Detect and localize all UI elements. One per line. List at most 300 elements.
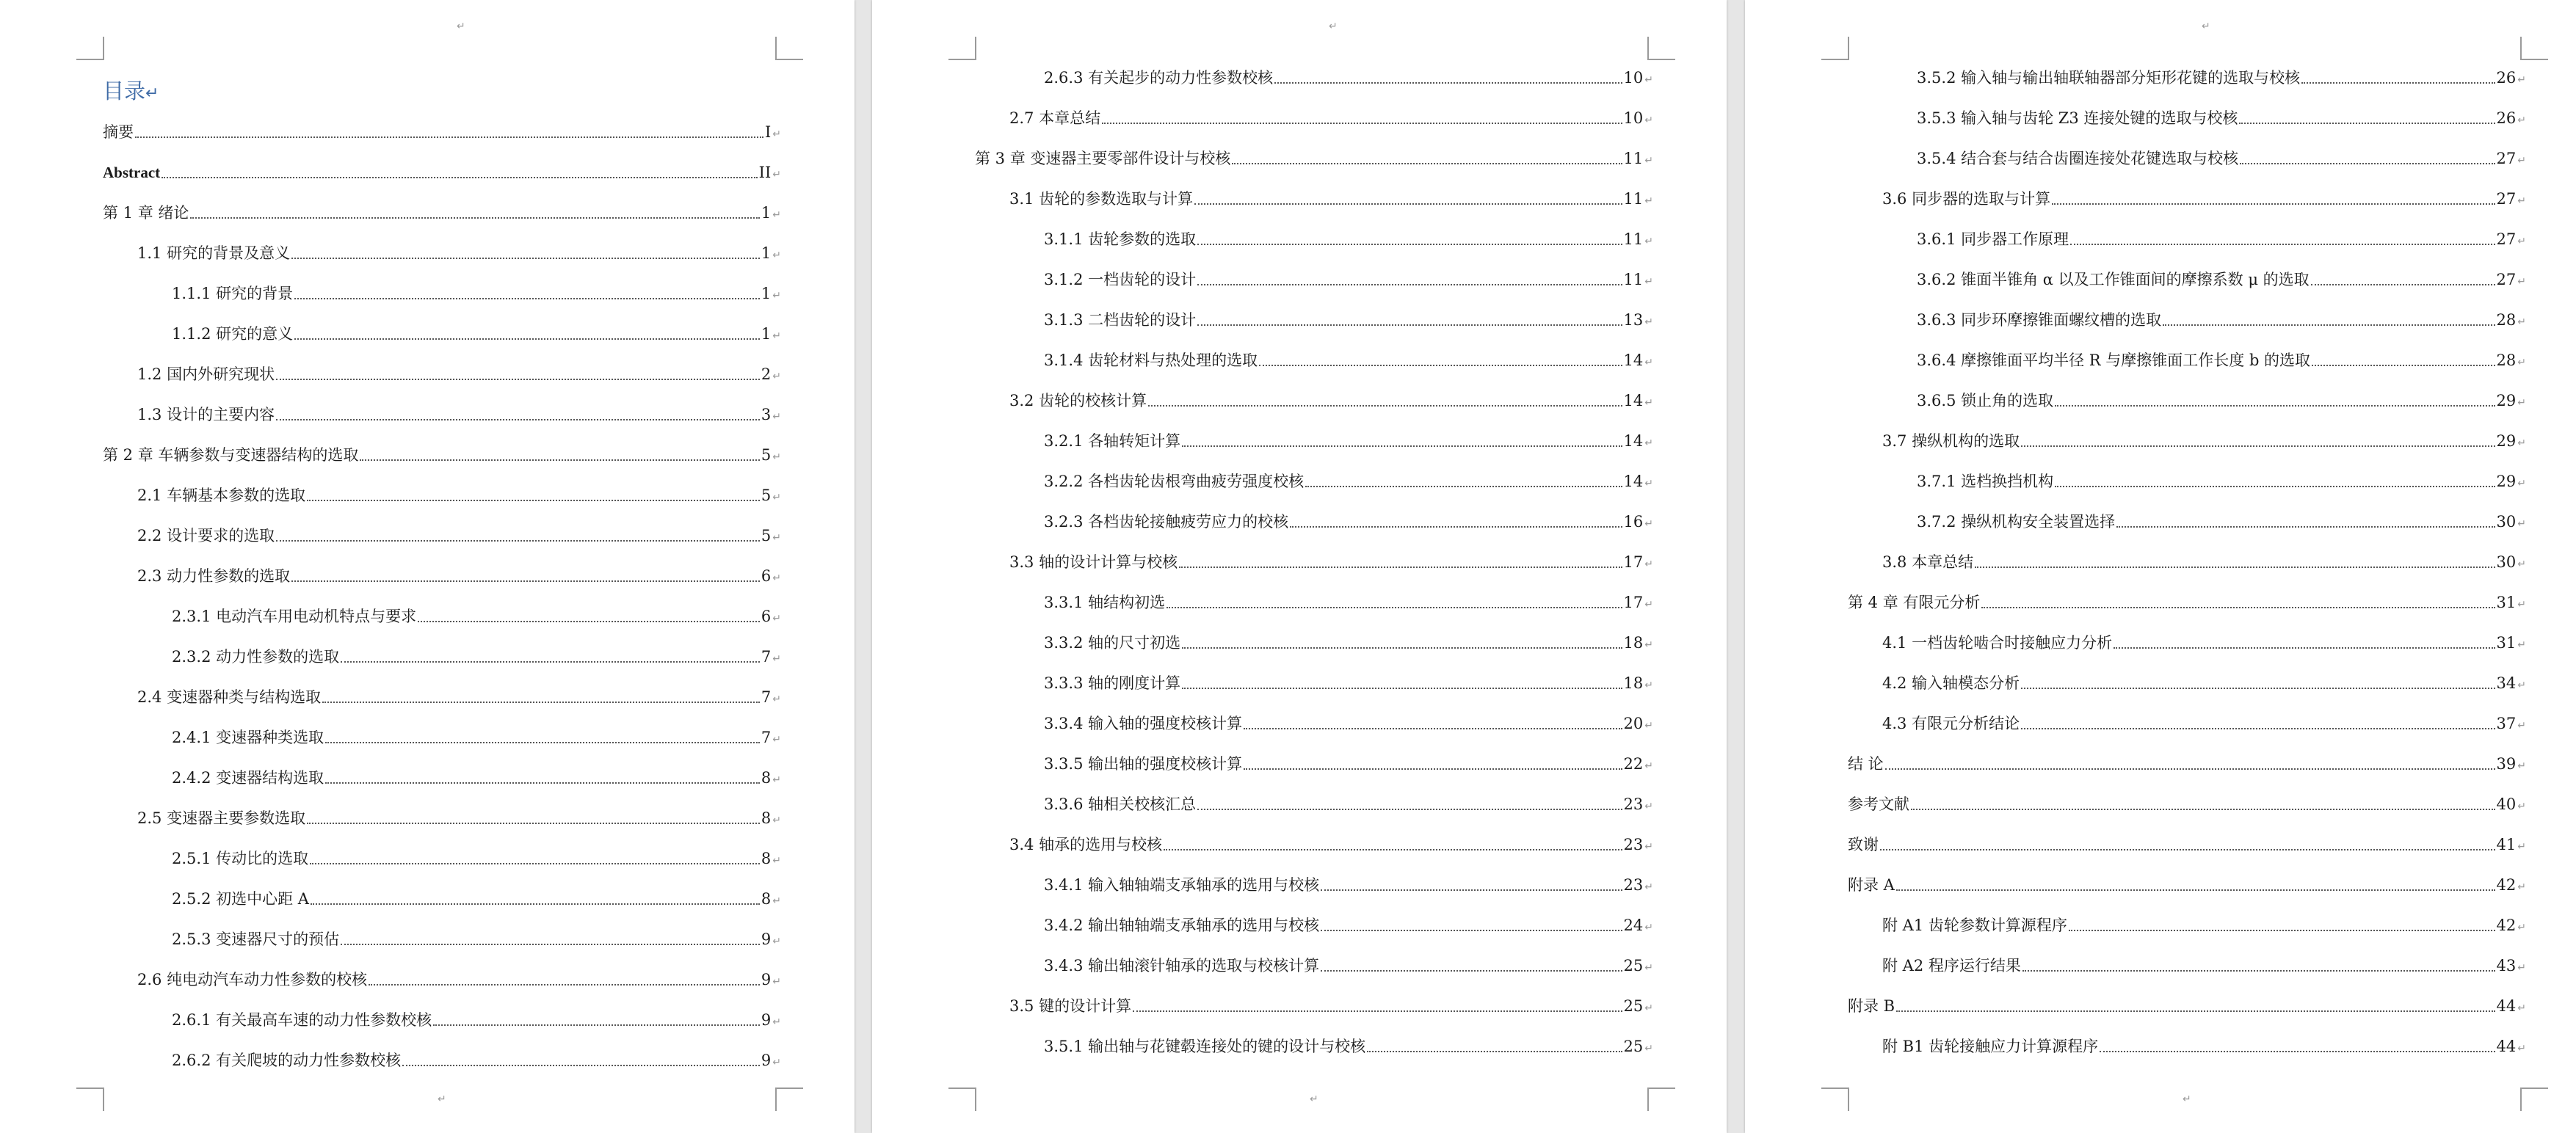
toc-entry-page-number: 22 xyxy=(1623,755,1644,773)
toc-entry-page-number: 25 xyxy=(1623,957,1644,974)
toc-entry[interactable] xyxy=(137,243,781,263)
dot-leader xyxy=(1182,646,1622,649)
toc-entry-page-number: 1 xyxy=(761,285,772,302)
dot-leader xyxy=(1148,404,1622,407)
paragraph-mark: ↵ xyxy=(772,653,781,665)
dot-leader xyxy=(2021,686,2495,689)
toc-entry-label: 3.5.3 输入轴与齿轮 Z3 连接处键的选取与校核 xyxy=(1917,109,2238,127)
toc-entry[interactable] xyxy=(103,445,781,465)
toc-entry-page-number: 7 xyxy=(761,688,772,706)
toc-entry-page-number: 11 xyxy=(1623,271,1644,288)
toc-entry[interactable] xyxy=(1882,633,2526,653)
toc-entry-label: 附 A2 程序运行结果 xyxy=(1882,957,2021,974)
dot-leader xyxy=(1321,969,1622,972)
document-page-2 xyxy=(872,0,1727,1133)
dot-leader xyxy=(1164,848,1622,850)
dot-leader xyxy=(1975,565,2495,568)
paragraph-mark: ↵ xyxy=(1644,316,1653,328)
header-paragraph-mark: ↵ xyxy=(1329,21,1338,32)
paragraph-mark: ↵ xyxy=(772,1057,781,1068)
toc-entry[interactable] xyxy=(172,727,781,748)
toc-entry[interactable] xyxy=(1848,592,2526,613)
toc-entry[interactable] xyxy=(1848,754,2526,774)
paragraph-mark: ↵ xyxy=(772,451,781,463)
toc-entry[interactable] xyxy=(1009,108,1653,128)
toc-entry[interactable] xyxy=(103,162,781,183)
toc-entry-label: 2.1 车辆基本参数的选取 xyxy=(137,487,306,504)
toc-entry-label: 3.3.2 轴的尺寸初选 xyxy=(1044,634,1181,652)
dot-leader xyxy=(2021,444,2495,447)
toc-entry-page-number: 13 xyxy=(1623,311,1644,329)
toc-entry-label: 2.7 本章总结 xyxy=(1009,109,1101,127)
paragraph-mark: ↵ xyxy=(1644,841,1653,853)
paragraph-mark: ↵ xyxy=(772,613,781,624)
document-page-1 xyxy=(0,0,855,1133)
toc-entry-page-number: 18 xyxy=(1623,634,1644,652)
toc-entry-page-number: 26 xyxy=(2496,69,2517,87)
toc-entry-page-number: 30 xyxy=(2496,513,2517,531)
toc-entry-label: 3.6.2 锥面半锥角 α 以及工作锥面间的摩擦系数 μ 的选取 xyxy=(1917,271,2310,288)
toc-entry-label: 2.2 设计要求的选取 xyxy=(137,527,275,544)
dot-leader xyxy=(2301,81,2495,84)
toc-entry-label: 1.1.1 研究的背景 xyxy=(172,285,294,302)
toc-entry-page-number: 5 xyxy=(761,527,772,544)
paragraph-mark: ↵ xyxy=(772,774,781,786)
dot-leader xyxy=(1244,767,1622,770)
paragraph-mark: ↵ xyxy=(1644,962,1653,974)
toc-entry[interactable] xyxy=(1917,390,2526,411)
paragraph-mark: ↵ xyxy=(2517,760,2526,772)
paragraph-mark: ↵ xyxy=(772,128,781,140)
paragraph-mark: ↵ xyxy=(1644,155,1653,167)
dot-leader xyxy=(294,337,760,340)
toc-entry-label: 3.1.2 一档齿轮的设计 xyxy=(1044,271,1197,288)
dot-leader xyxy=(1179,565,1622,568)
toc-entry-page-number: 6 xyxy=(761,608,772,625)
toc-entry-page-number: 25 xyxy=(1623,997,1644,1015)
toc-entry-page-number: 40 xyxy=(2496,795,2517,813)
toc-entry-label: 1.1.2 研究的意义 xyxy=(172,325,294,343)
toc-entry-page-number: 10 xyxy=(1623,69,1644,87)
toc-entry[interactable] xyxy=(1917,229,2526,249)
toc-entry[interactable] xyxy=(1044,310,1653,330)
dot-leader xyxy=(369,983,760,986)
paragraph-mark: ↵ xyxy=(2517,639,2526,651)
toc-list xyxy=(0,0,855,1133)
toc-entry-page-number: 11 xyxy=(1623,230,1644,248)
dot-leader xyxy=(190,216,760,219)
toc-entry-page-number: 43 xyxy=(2496,957,2517,974)
paragraph-mark: ↵ xyxy=(1644,518,1653,530)
toc-entry-page-number: 8 xyxy=(761,809,772,827)
toc-entry[interactable] xyxy=(1044,794,1653,815)
toc-entry[interactable] xyxy=(1882,955,2526,976)
dot-leader xyxy=(1274,81,1622,84)
paragraph-mark: ↵ xyxy=(772,1016,781,1028)
dot-leader xyxy=(360,458,760,461)
toc-entry[interactable] xyxy=(1044,471,1653,492)
dot-leader xyxy=(2240,161,2495,164)
toc-entry[interactable] xyxy=(1882,552,2526,572)
toc-entry-label: 3.6.4 摩擦锥面平均半径 R 与摩擦锥面工作长度 b 的选取 xyxy=(1917,351,2311,369)
toc-entry[interactable] xyxy=(1917,269,2526,290)
paragraph-mark: ↵ xyxy=(2517,155,2526,167)
dot-leader xyxy=(1244,726,1622,729)
toc-entry-page-number: 27 xyxy=(2496,190,2517,208)
paragraph-mark: ↵ xyxy=(772,815,781,826)
paragraph-mark: ↵ xyxy=(2517,478,2526,489)
toc-entry[interactable] xyxy=(1044,350,1653,371)
toc-entry-label: 3.7.1 选档换挡机构 xyxy=(1917,473,2054,490)
dot-leader xyxy=(2021,726,2495,729)
toc-entry-page-number: 39 xyxy=(2496,755,2517,773)
toc-entry[interactable] xyxy=(1917,310,2526,330)
toc-entry-label: 2.6.2 有关爬坡的动力性参数校核 xyxy=(172,1052,402,1069)
toc-entry-label: 3.3.6 轴相关校核汇总 xyxy=(1044,795,1197,813)
paragraph-mark: ↵ xyxy=(2517,922,2526,933)
toc-entry-page-number: 37 xyxy=(2496,715,2517,732)
dot-leader xyxy=(2311,283,2495,285)
toc-entry-label: 致谢 xyxy=(1848,836,1879,853)
dot-leader xyxy=(311,902,760,905)
toc-entry-page-number: 23 xyxy=(1623,836,1644,853)
dot-leader xyxy=(325,740,760,743)
toc-entry-label: 3.7 操纵机构的选取 xyxy=(1882,432,2020,450)
paragraph-mark: ↵ xyxy=(772,290,781,302)
toc-entry[interactable] xyxy=(1882,1036,2526,1057)
paragraph-mark: ↵ xyxy=(1644,760,1653,772)
paragraph-mark: ↵ xyxy=(1644,236,1653,247)
paragraph-mark: ↵ xyxy=(1644,801,1653,812)
paragraph-mark: ↵ xyxy=(772,371,781,382)
toc-entry-label: 3.3.4 输入轴的强度校核计算 xyxy=(1044,715,1243,732)
toc-entry-label: 2.5.3 变速器尺寸的预估 xyxy=(172,930,340,948)
paragraph-mark: ↵ xyxy=(2517,962,2526,974)
toc-entry-page-number: 31 xyxy=(2496,634,2517,652)
toc-entry[interactable] xyxy=(137,808,781,828)
toc-entry[interactable] xyxy=(1917,108,2526,128)
toc-entry-label: 参考文献 xyxy=(1848,795,1909,813)
paragraph-mark: ↵ xyxy=(1644,397,1653,409)
toc-entry-label: 3.5 键的设计计算 xyxy=(1009,997,1132,1015)
toc-entry-page-number: 20 xyxy=(1623,715,1644,732)
paragraph-mark: ↵ xyxy=(2517,518,2526,530)
paragraph-mark: ↵ xyxy=(1644,680,1653,691)
toc-entry-page-number: 28 xyxy=(2496,311,2517,329)
toc-entry[interactable] xyxy=(137,404,781,425)
toc-entry-page-number: 11 xyxy=(1623,190,1644,208)
toc-entry-label: 第 1 章 绪论 xyxy=(103,204,189,222)
toc-entry[interactable] xyxy=(1882,673,2526,693)
dot-leader xyxy=(1885,767,2495,770)
toc-entry[interactable] xyxy=(103,122,781,142)
toc-entry[interactable] xyxy=(103,203,781,223)
toc-entry[interactable] xyxy=(172,283,781,304)
toc-entry[interactable] xyxy=(137,485,781,506)
toc-entry[interactable] xyxy=(1917,68,2526,88)
toc-entry[interactable] xyxy=(1917,148,2526,169)
toc-entry[interactable] xyxy=(1044,754,1653,774)
dot-leader xyxy=(2163,323,2495,326)
paragraph-mark: ↵ xyxy=(772,693,781,705)
toc-entry[interactable] xyxy=(137,364,781,385)
toc-entry-label: 第 3 章 变速器主要零部件设计与校核 xyxy=(975,150,1231,167)
dot-leader xyxy=(1133,1009,1622,1012)
paragraph-mark: ↵ xyxy=(2517,1002,2526,1014)
dot-leader xyxy=(402,1063,760,1066)
footer-paragraph-mark: ↵ xyxy=(438,1093,446,1105)
dot-leader xyxy=(310,861,760,864)
toc-entry-label: 3.3.3 轴的刚度计算 xyxy=(1044,674,1181,692)
dot-leader xyxy=(1197,323,1622,326)
paragraph-mark: ↵ xyxy=(1644,1002,1653,1014)
toc-entry-label: 第 2 章 车辆参数与变速器结构的选取 xyxy=(103,446,359,464)
toc-entry[interactable] xyxy=(172,606,781,627)
toc-entry[interactable] xyxy=(172,848,781,869)
toc-entry-label: 3.6.1 同步器工作原理 xyxy=(1917,230,2069,248)
toc-entry-page-number: 14 xyxy=(1623,351,1644,369)
toc-entry-label: 1.3 设计的主要内容 xyxy=(137,406,275,423)
toc-entry[interactable] xyxy=(1848,834,2526,855)
toc-entry-page-number: II xyxy=(758,164,772,181)
paragraph-mark: ↵ xyxy=(1644,437,1653,449)
toc-entry-label: 3.4 轴承的选用与校核 xyxy=(1009,836,1163,853)
paragraph-mark: ↵ xyxy=(1644,599,1653,611)
toc-entry-page-number: 9 xyxy=(761,1011,772,1029)
toc-entry[interactable] xyxy=(1009,390,1653,411)
toc-entry[interactable] xyxy=(137,525,781,546)
toc-entry-page-number: 8 xyxy=(761,769,772,787)
toc-entry-label: 3.1.3 二档齿轮的设计 xyxy=(1044,311,1197,329)
toc-entry[interactable] xyxy=(172,324,781,344)
toc-entry-page-number: 42 xyxy=(2496,876,2517,894)
toc-entry-page-number: 14 xyxy=(1623,392,1644,409)
paragraph-mark: ↵ xyxy=(772,169,781,181)
toc-entry-page-number: 7 xyxy=(761,648,772,666)
toc-entry-label: 3.2.3 各档齿轮接触疲劳应力的校核 xyxy=(1044,513,1289,531)
toc-entry[interactable] xyxy=(172,768,781,788)
dot-leader xyxy=(2055,484,2495,487)
toc-entry[interactable] xyxy=(137,969,781,990)
dot-leader xyxy=(162,175,758,178)
paragraph-mark: ↵ xyxy=(772,532,781,544)
dot-leader xyxy=(276,539,760,542)
toc-entry-label: 2.6.1 有关最高车速的动力性参数校核 xyxy=(172,1011,432,1029)
toc-entry-label: 3.3.1 轴结构初选 xyxy=(1044,594,1166,611)
toc-entry-label: 3.1.1 齿轮参数的选取 xyxy=(1044,230,1197,248)
paragraph-mark: ↵ xyxy=(772,855,781,867)
toc-entry-page-number: 1 xyxy=(761,325,772,343)
paragraph-mark: ↵ xyxy=(1644,558,1653,570)
toc-entry-page-number: 27 xyxy=(2496,230,2517,248)
toc-entry-label: 附 B1 齿轮接触应力计算源程序 xyxy=(1882,1038,2099,1055)
toc-entry-label: 3.3.5 输出轴的强度校核计算 xyxy=(1044,755,1243,773)
toc-entry-label: 1.2 国内外研究现状 xyxy=(137,365,275,383)
dot-leader xyxy=(294,296,760,299)
toc-entry[interactable] xyxy=(1009,552,1653,572)
toc-entry-page-number: 29 xyxy=(2496,473,2517,490)
toc-entry-label: 附录 A xyxy=(1848,876,1895,894)
toc-entry[interactable] xyxy=(1848,875,2526,895)
toc-entry[interactable] xyxy=(1044,673,1653,693)
paragraph-mark: ↵ xyxy=(1644,276,1653,288)
toc-entry-label: 3.1.4 齿轮材料与热处理的选取 xyxy=(1044,351,1258,369)
paragraph-mark: ↵ xyxy=(772,330,781,342)
toc-entry-label: 2.4.2 变速器结构选取 xyxy=(172,769,324,787)
toc-entry-label: 3.5.1 输出轴与花键毂连接处的键的设计与校核 xyxy=(1044,1038,1366,1055)
toc-entry[interactable] xyxy=(1044,431,1653,451)
dot-leader xyxy=(1197,242,1622,245)
toc-entry[interactable] xyxy=(1044,229,1653,249)
toc-entry[interactable] xyxy=(1044,1036,1653,1057)
paragraph-mark: ↵ xyxy=(772,895,781,907)
paragraph-mark: ↵ xyxy=(1644,114,1653,126)
toc-entry[interactable] xyxy=(137,687,781,707)
toc-entry[interactable] xyxy=(172,646,781,667)
paragraph-mark: ↵ xyxy=(772,734,781,746)
toc-entry-label: 3.5.2 输入轴与输出轴联轴器部分矩形花键的选取与校核 xyxy=(1917,69,2301,87)
toc-entry-page-number: 44 xyxy=(2496,997,2517,1015)
toc-entry[interactable] xyxy=(172,1050,781,1071)
toc-entry[interactable] xyxy=(172,1010,781,1030)
paragraph-mark: ↵ xyxy=(2517,841,2526,853)
dot-leader xyxy=(325,781,760,784)
toc-entry[interactable] xyxy=(1044,592,1653,613)
dot-leader xyxy=(2100,1049,2495,1052)
toc-entry-page-number: 9 xyxy=(761,1052,772,1069)
toc-entry-label: 3.6.3 同步环摩擦锥面螺纹槽的选取 xyxy=(1917,311,2162,329)
header-paragraph-mark: ↵ xyxy=(457,21,465,32)
dot-leader xyxy=(307,821,760,824)
toc-entry-page-number: 9 xyxy=(761,971,772,988)
dot-leader xyxy=(1197,807,1622,810)
toc-entry-label: 2.3 动力性参数的选取 xyxy=(137,567,291,585)
toc-entry-page-number: 24 xyxy=(1623,917,1644,934)
paragraph-mark: ↵ xyxy=(2517,357,2526,368)
dot-leader xyxy=(291,256,760,259)
toc-entry[interactable] xyxy=(137,566,781,586)
toc-list xyxy=(1745,0,2576,1133)
dot-leader xyxy=(1259,363,1622,366)
paragraph-mark: ↵ xyxy=(772,936,781,947)
dot-leader xyxy=(276,377,760,380)
toc-entry-label: 2.4.1 变速器种类选取 xyxy=(172,729,324,746)
paragraph-mark: ↵ xyxy=(2517,720,2526,732)
paragraph-mark: ↵ xyxy=(2517,1043,2526,1054)
toc-entry[interactable] xyxy=(1009,189,1653,209)
dot-leader xyxy=(1102,121,1622,124)
toc-entry[interactable] xyxy=(1044,269,1653,290)
paragraph-mark: ↵ xyxy=(772,209,781,221)
toc-entry[interactable] xyxy=(1917,511,2526,532)
toc-entry-label: 2.5.2 初选中心距 A xyxy=(172,890,309,908)
dot-leader xyxy=(1194,202,1622,205)
toc-entry[interactable] xyxy=(1044,955,1653,976)
toc-entry[interactable] xyxy=(1009,834,1653,855)
dot-leader xyxy=(2052,202,2495,205)
toc-entry-page-number: 1 xyxy=(761,244,772,262)
toc-entry[interactable] xyxy=(1882,915,2526,936)
dot-leader xyxy=(2312,363,2495,366)
toc-entry[interactable] xyxy=(1848,794,2526,815)
document-page-3 xyxy=(1745,0,2576,1133)
paragraph-mark: ↵ xyxy=(772,572,781,584)
toc-entry-label: Abstract xyxy=(103,164,161,181)
dot-leader xyxy=(1981,605,2495,608)
toc-entry-page-number: 11 xyxy=(1623,150,1644,167)
dot-leader xyxy=(1232,161,1622,164)
toc-entry[interactable] xyxy=(1917,350,2526,371)
toc-entry-page-number: 17 xyxy=(1623,594,1644,611)
toc-entry-page-number: 8 xyxy=(761,850,772,867)
paragraph-mark: ↵ xyxy=(2517,195,2526,207)
toc-entry[interactable] xyxy=(1882,431,2526,451)
toc-entry-label: 2.6.3 有关起步的动力性参数校核 xyxy=(1044,69,1274,87)
paragraph-mark: ↵ xyxy=(2517,114,2526,126)
dot-leader xyxy=(1896,1009,2495,1012)
toc-heading-text: 目录 xyxy=(103,79,146,103)
toc-entry[interactable] xyxy=(1044,511,1653,532)
paragraph-mark: ↵ xyxy=(772,492,781,503)
toc-entry[interactable] xyxy=(1044,713,1653,734)
toc-entry-page-number: 44 xyxy=(2496,1038,2517,1055)
toc-entry-label: 3.4.2 输出轴轴端支承轴承的选用与校核 xyxy=(1044,917,1320,934)
toc-entry-page-number: 34 xyxy=(2496,674,2517,692)
dot-leader xyxy=(418,619,760,622)
dot-leader xyxy=(1182,686,1622,689)
toc-entry-label: 2.3.1 电动汽车用电动机特点与要求 xyxy=(172,608,417,625)
toc-entry-page-number: 9 xyxy=(761,930,772,948)
toc-entry-page-number: 25 xyxy=(1623,1038,1644,1055)
toc-entry-page-number: 27 xyxy=(2496,150,2517,167)
toc-entry[interactable] xyxy=(1044,875,1653,895)
toc-entry-page-number: 27 xyxy=(2496,271,2517,288)
toc-entry[interactable] xyxy=(1882,713,2526,734)
toc-entry-label: 3.6.5 锁止角的选取 xyxy=(1917,392,2054,409)
toc-entry[interactable] xyxy=(172,889,781,909)
toc-entry[interactable] xyxy=(1009,996,1653,1016)
toc-entry-page-number: I xyxy=(764,123,772,141)
toc-entry[interactable] xyxy=(1917,471,2526,492)
toc-entry-page-number: 14 xyxy=(1623,432,1644,450)
toc-entry[interactable] xyxy=(1044,915,1653,936)
paragraph-mark: ↵ xyxy=(1644,922,1653,933)
paragraph-mark: ↵ xyxy=(2517,397,2526,409)
toc-entry[interactable] xyxy=(1882,189,2526,209)
toc-entry-page-number: 14 xyxy=(1623,473,1644,490)
toc-entry[interactable] xyxy=(172,929,781,950)
toc-entry[interactable] xyxy=(1848,996,2526,1016)
toc-entry-label: 结 论 xyxy=(1848,755,1884,773)
dot-leader xyxy=(2070,242,2495,245)
dot-leader xyxy=(2114,646,2495,649)
toc-entry-label: 3.4.1 输入轴轴端支承轴承的选用与校核 xyxy=(1044,876,1320,894)
toc-entry[interactable] xyxy=(1044,68,1653,88)
toc-entry[interactable] xyxy=(1044,633,1653,653)
toc-entry-label: 3.1 齿轮的参数选取与计算 xyxy=(1009,190,1194,208)
toc-entry-page-number: 26 xyxy=(2496,109,2517,127)
toc-entry-label: 4.3 有限元分析结论 xyxy=(1882,715,2020,732)
toc-entry-page-number: 1 xyxy=(761,204,772,222)
toc-list xyxy=(872,0,1727,1133)
toc-entry-label: 2.5.1 传动比的选取 xyxy=(172,850,309,867)
toc-entry-page-number: 23 xyxy=(1623,795,1644,813)
toc-entry[interactable] xyxy=(975,148,1653,169)
paragraph-mark: ↵ xyxy=(2517,236,2526,247)
toc-entry-label: 3.3 轴的设计计算与校核 xyxy=(1009,553,1178,571)
paragraph-mark: ↵ xyxy=(1644,195,1653,207)
toc-entry-label: 3.2.1 各轴转矩计算 xyxy=(1044,432,1181,450)
